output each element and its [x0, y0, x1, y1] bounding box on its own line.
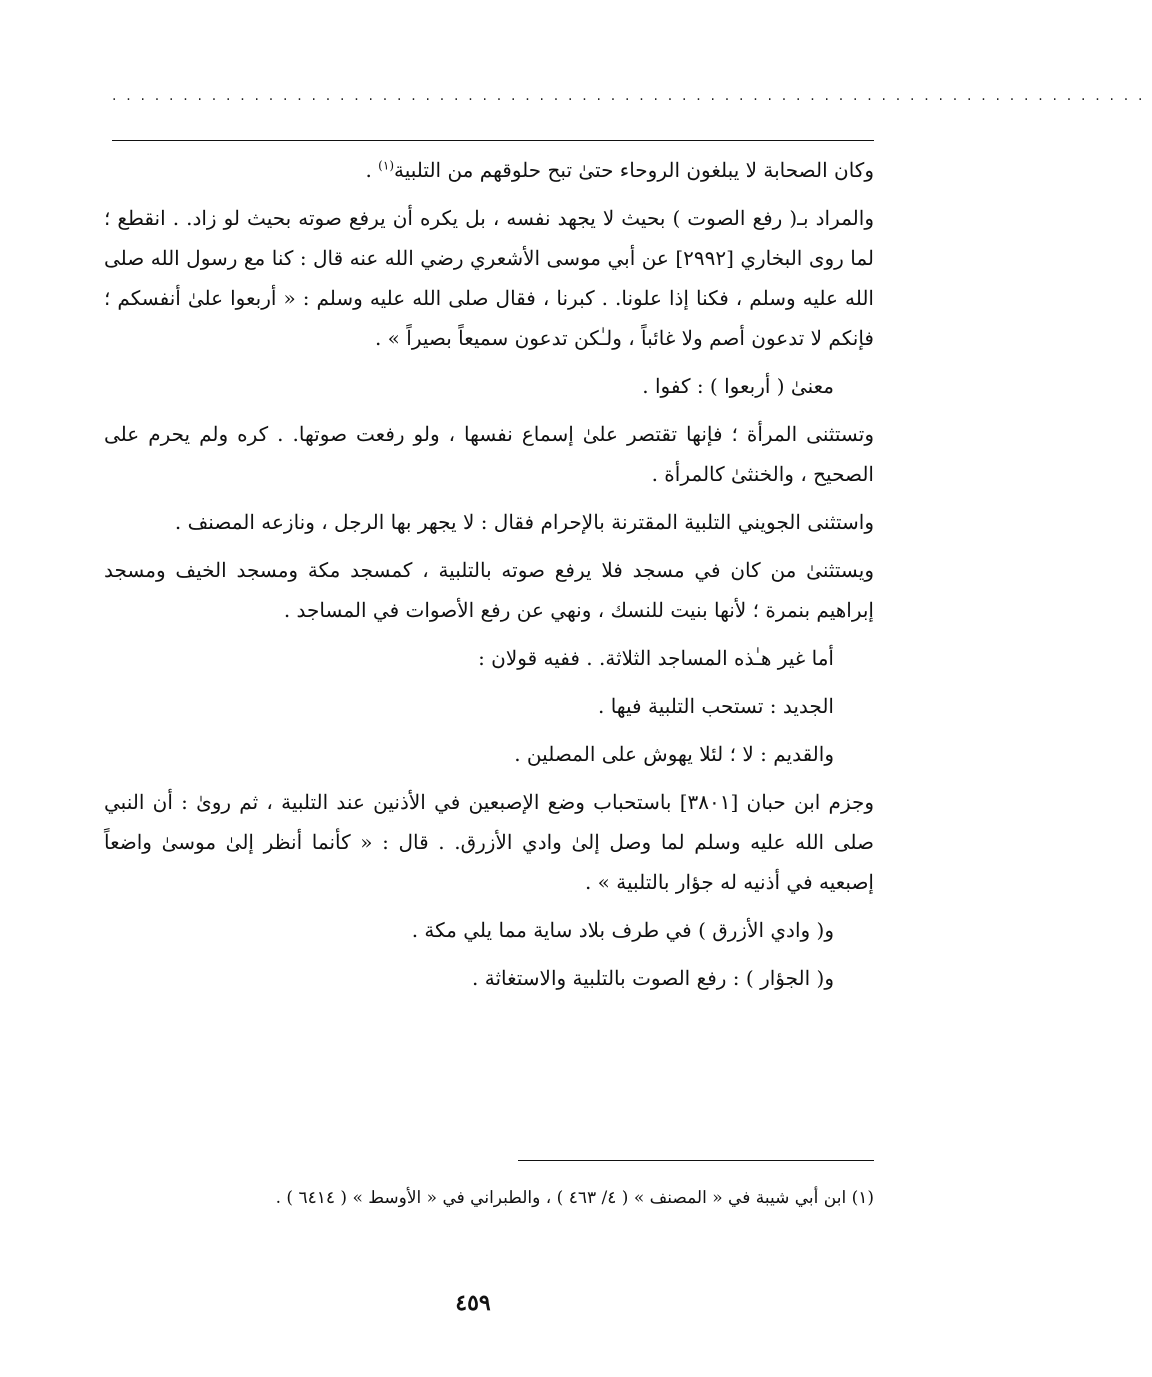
paragraph-8: الجديد : تستحب التلبية فيها .: [597, 694, 834, 718]
main-text: [104, 150, 874, 1006]
paragraph-11: و( وادي الأزرق ) في طرف بلاد ساية مما يلي مكة .: [411, 918, 834, 942]
header-dots: .........................................................................: [112, 88, 1152, 104]
header-rule: [112, 140, 874, 141]
paragraph-3: معنىٰ ( أربعوا ) : كفوا .: [642, 374, 834, 398]
footnote: (١) ابن أبي شيبة في « المصنف » ( ٤/ ٤٦٣ ) ، والطبراني في « الأوسط » ( ٦٤١٤ ) .: [275, 1188, 874, 1208]
paragraph-12: و( الجؤار ) : رفع الصوت بالتلبية والاستغاثة .: [472, 966, 834, 990]
paragraph-4: وتستثنى المرأة ؛ فإنها تقتصر علىٰ إسماع نفسها ، ولو رفعت صوتها. . كره ولم يحرم على الصحيح ، والخنثىٰ كالمرأة .: [104, 422, 874, 486]
paragraph-1: [104, 150, 874, 190]
paragraph-1-tail: .: [365, 158, 379, 182]
paragraph-9: والقديم : لا ؛ لئلا يهوش على المصلين .: [514, 742, 834, 766]
footnote-marker[interactable]: (١): [378, 158, 394, 173]
paragraph-5: واستثنى الجويني التلبية المقترنة بالإحرام فقال : لا يجهر بها الرجل ، ونازعه المصنف .: [174, 510, 874, 534]
paragraph-1-text: وكان الصحابة لا يبلغون الروحاء حتىٰ تبح حلوقهم من التلبية: [394, 158, 874, 182]
paragraph-10: وجزم ابن حبان [٣٨٠١] باستحباب وضع الإصبعين في الأذنين عند التلبية ، ثم روىٰ : أن النبي صلى الله عليه وسلم لما وصل إلىٰ وادي الأزرق. . قال : « كأنما أنظر إلىٰ موسىٰ واضعاً إصبعيه في أذنيه له جؤار بالتلبية » .: [104, 790, 874, 894]
paragraph-6: ويستثنىٰ من كان في مسجد فلا يرفع صوته بالتلبية ، كمسجد مكة ومسجد الخيف ومسجد إبراهيم بنمرة ؛ لأنها بنيت للنسك ، ونهي عن رفع الأصوات في المساجد .: [104, 558, 874, 622]
paragraph-2: والمراد بـ( رفع الصوت ) بحيث لا يجهد نفسه ، بل يكره أن يرفع صوته بحيث لو زاد. . انقطع ؛ لما روى البخاري [٢٩٩٢] عن أبي موسى الأشعري رضي الله عنه قال : كنا مع رسول الله صلى الله عليه وسلم ، فكنا إذا علونا. . كبرنا ، فقال صلى الله عليه وسلم : « أربعوا علىٰ أنفسكم ؛ فإنكم لا تدعون أصم ولا غائباً ، ولـٰكن تدعون سميعاً بصيراً » .: [104, 206, 874, 350]
page-number: ٤٥٩: [455, 1290, 491, 1316]
paragraph-7: أما غير هـٰذه المساجد الثلاثة. . ففيه قولان :: [478, 646, 834, 670]
footnote-rule: [518, 1160, 874, 1161]
